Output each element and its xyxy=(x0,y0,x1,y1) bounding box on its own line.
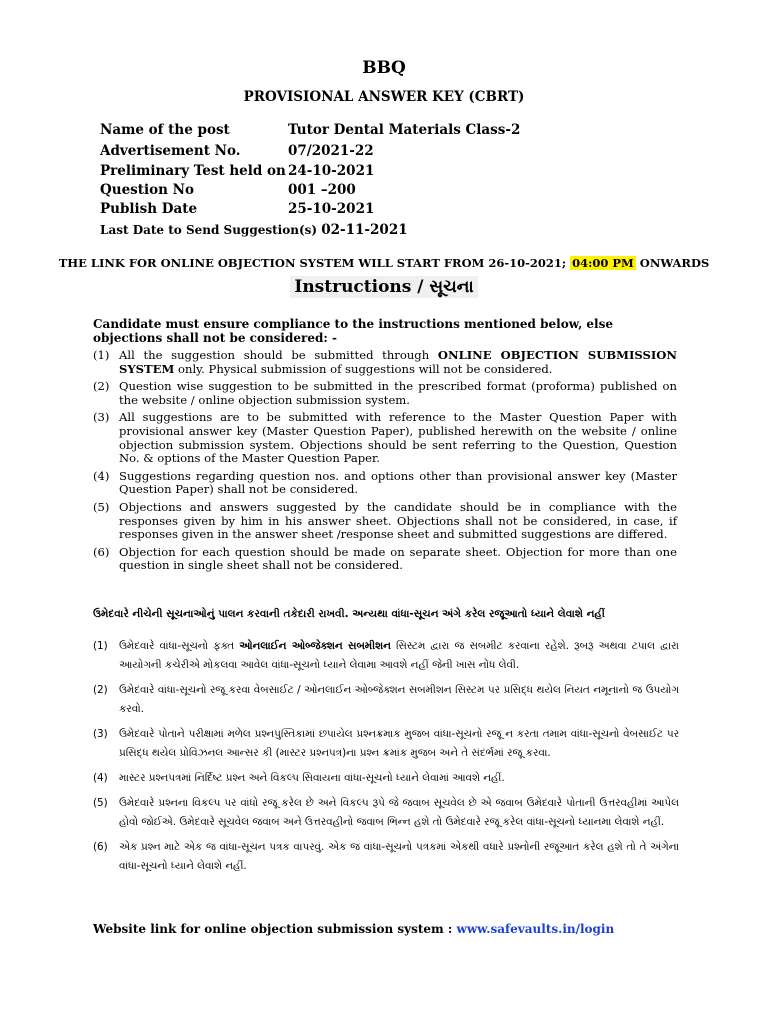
instructions-intro: Candidate must ensure compliance to the instructions mentioned below, else objections shall not be considered: - xyxy=(93,317,614,345)
item-number: (2) xyxy=(93,379,110,394)
meta-value: 02-11-2021 xyxy=(321,222,408,238)
meta-label: Publish Date xyxy=(100,201,198,217)
item-text: ઉમેદવારે વાંધા-સૂચનો ફક્ત xyxy=(119,640,240,652)
meta-label: Preliminary Test held on xyxy=(100,163,286,179)
website-link-row xyxy=(93,922,614,936)
item-text: All suggestions are to be submitted with reference to the Master Question Paper with provisional answer key (Master Question Paper), published herewith on the website / online objection submission system. Objections should be sent referring to the Question, Question No. & options of the Master Question Paper. xyxy=(119,410,677,466)
item-text: Objections and answers suggested by the candidate should be in compliance with the responses given by him in his answer sheet. Objections shall not be considered, in case, if responses given in the answer sheet /response sheet and submitted suggestions are differed. xyxy=(119,499,677,542)
meta-row-advertisement xyxy=(100,143,374,159)
website-link[interactable]: www.safevaults.in/login xyxy=(456,922,615,936)
item-text: ઉમેદવારે વાંધા-સૂચનો રજૂ કરવા વેબસાઈટ / ઓનલાઈન ઓબ્જેક્શન સબમીશન સિસ્ટમ પર પ્રસિદ્ધ થયેલ નિયત નમૂનાનો જ ઉપયોગ કરવો. xyxy=(119,684,679,715)
item-number: (1) xyxy=(93,640,108,652)
item-text: Question wise suggestion to be submitted in the prescribed format (proforma) published on the website / online objection submission system. xyxy=(119,379,677,407)
item-number: (5) xyxy=(93,797,108,809)
meta-label: Advertisement No. xyxy=(100,143,241,159)
item-number: (6) xyxy=(93,544,110,559)
objection-link-notice xyxy=(0,256,768,270)
list-item xyxy=(93,501,677,542)
list-item xyxy=(93,637,679,675)
item-text: ઉમેદવારે પોતાને પરીક્ષામાં મળેલ પ્રશ્નપુસ્તિકામાં છપાયેલ પ્રશ્નક્રમાક મુજબ વાંધા-સૂચનો રજૂ ન કરતા તમામ વાંધા-સૂચનો વેબસાઈટ પર પ્રસિદ્ધ થયેલ પ્રોવિઝનલ આન્સર કી (માસ્ટર પ્રશ્નપત્ર)ના પ્રશ્ન ક્રમાંક મુજબ અને તે સંદર્ભમાં રજૂ કરવા. xyxy=(119,728,679,759)
list-item xyxy=(93,546,677,573)
meta-row-question-no xyxy=(100,182,356,198)
item-text: All the suggestion should be submitted through xyxy=(119,348,438,362)
gujarati-instructions-list xyxy=(93,637,679,882)
document-subtitle: PROVISIONAL ANSWER KEY (CBRT) xyxy=(243,89,525,105)
meta-label: Name of the post xyxy=(100,122,230,138)
item-text-end: સિસ્ટમ દ્વારા જ સબમીટ કરવાના રહેશે. રૂબરૂ અથવા ટપાલ દ્વારા આયોગની કચેરીએ મોકલવા આવેલ વાંધા-સૂચનો ધ્યાને લેવામા આવશે નહીં જેની ખાસ નોંધ લેવી. xyxy=(119,640,679,671)
meta-row-last-date xyxy=(100,222,408,238)
english-instructions-list xyxy=(93,349,677,577)
item-text: Objection for each question should be made on separate sheet. Objection for more than one question in single sheet shall not be considered. xyxy=(119,544,677,573)
item-number: (2) xyxy=(93,684,108,696)
item-number: (1) xyxy=(93,348,110,362)
item-text-bold: ONLINE OBJECTION SUBMISSION SYSTEM xyxy=(119,348,677,376)
meta-row-test-date xyxy=(100,163,374,179)
item-number: (6) xyxy=(93,841,108,853)
notice-text: THE LINK FOR ONLINE OBJECTION SYSTEM WILL START FROM 26-10-2021; xyxy=(58,256,571,270)
meta-value: 24-10-2021 xyxy=(288,163,375,179)
item-text: એક પ્રશ્ન માટે એક જ વાંધા-સૂચન પત્રક વાપરવું. એક જ વાંધા-સૂચનો પત્રકમાં એકથી વધારે પ્રશ્નોની રજૂઆત કરેલ હશે તો તે અંગેના વાંધા-સૂચનો ધ્યાને લેવાશે નહીં. xyxy=(119,841,679,872)
meta-value: 25-10-2021 xyxy=(288,201,375,217)
meta-value: 001 –200 xyxy=(288,182,356,198)
notice-text-end: ONWARDS xyxy=(635,256,710,270)
instructions-heading xyxy=(0,277,768,297)
list-item xyxy=(93,411,677,465)
meta-value: 07/2021-22 xyxy=(288,143,374,159)
item-number: (4) xyxy=(93,772,108,784)
list-item xyxy=(93,470,677,497)
item-text: Suggestions regarding question nos. and options other than provisional answer key (Master Question Paper) shall not be considered. xyxy=(119,468,677,497)
instructions-heading-text: Instructions / સૂચના xyxy=(290,276,477,298)
list-item xyxy=(93,769,679,788)
meta-label: Last Date to Send Suggestion(s) xyxy=(100,223,318,237)
list-item xyxy=(93,681,679,719)
meta-value: Tutor Dental Materials Class-2 xyxy=(288,122,521,138)
list-item xyxy=(93,725,679,763)
item-text-end: only. Physical submission of suggestions will not be considered. xyxy=(174,361,553,376)
list-item xyxy=(93,349,677,376)
item-text: ઉમેદવારે પ્રશ્નના વિકલ્પ પર વાંધો રજૂ કરેલ છે અને વિકલ્પ રૂપે જે જવાબ સૂચવેલ છે એ જવાબ ઉમેદવારે પોતાની ઉત્તરવહીમાં આપેલ હોવો જોઈએ. ઉમેદવારે સૂચવેલ જવાબ અને ઉત્તરવહીનો જવાબ ભિન્ન હશે તો ઉમેદવારે રજૂ કરેલ વાંધા-સૂચનો ધ્યાનમા લેવાશે નહીં. xyxy=(119,797,679,828)
list-item xyxy=(93,838,679,876)
item-number: (3) xyxy=(93,410,110,425)
list-item xyxy=(93,794,679,832)
list-item xyxy=(93,380,677,407)
highlighted-time: 04:00 PM xyxy=(572,256,634,270)
meta-row-publish-date xyxy=(100,201,374,217)
meta-row-post xyxy=(100,122,520,138)
website-link-label: Website link for online objection submission system : xyxy=(93,922,457,936)
gujarati-heading: ઉમેદવારે નીચેની સૂચનાઓનું પાલન કરવાની તકેદારી રાખવી. અન્યથા વાંધા-સૂચન અંગે કરેલ રજૂઆતો ધ્યાને લેવાશે નહીં xyxy=(93,608,605,620)
item-number: (3) xyxy=(93,728,108,740)
item-text: માસ્ટર પ્રશ્નપત્રમાં નિર્દિષ્ટ પ્રશ્ન અને વિકલ્પ સિવાયના વાંધા-સૂચનો ધ્યાને લેવામાં આવશે નહીં. xyxy=(119,772,505,784)
document-title: BBQ xyxy=(362,58,406,78)
meta-label: Question No xyxy=(100,182,194,198)
item-text-bold: ઓનલાઈન ઓબ્જેક્શન સબમીશન xyxy=(239,640,391,652)
item-number: (5) xyxy=(93,499,110,514)
item-number: (4) xyxy=(93,468,110,483)
